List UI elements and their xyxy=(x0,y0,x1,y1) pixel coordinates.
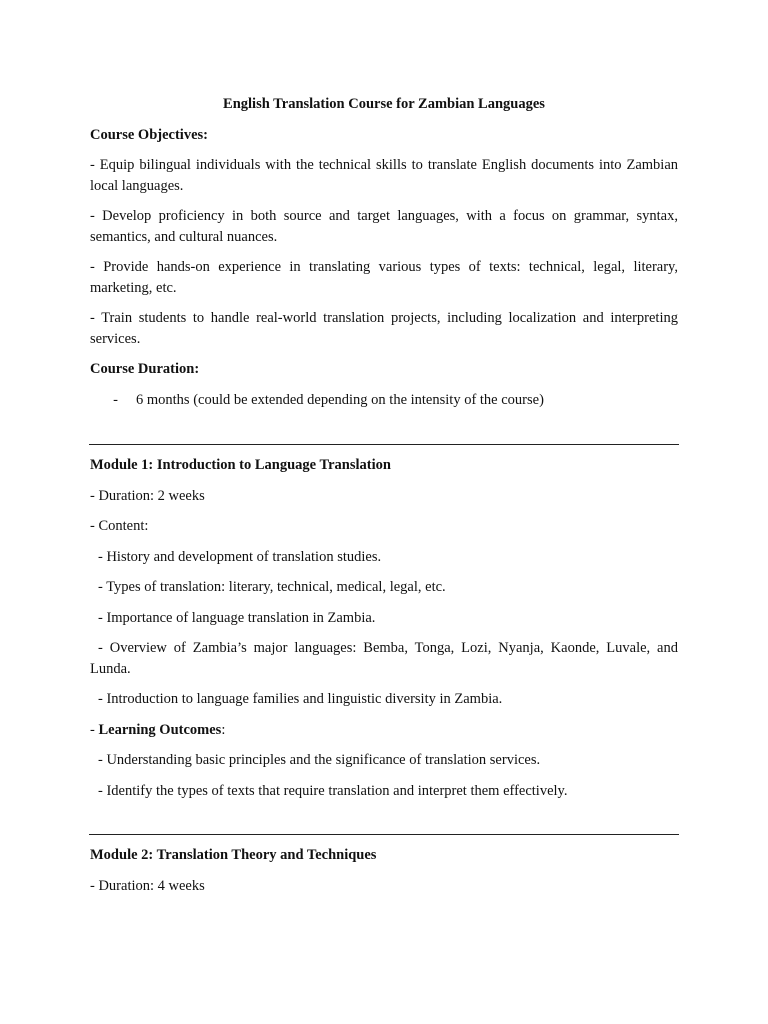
module1-outcome-item: - Understanding basic principles and the significance of translation services. xyxy=(98,752,541,768)
duration-text: 6 months (could be extended depending on the intensity of the course) xyxy=(136,391,544,408)
module2-duration: - Duration: 4 weeks xyxy=(90,877,205,894)
outcomes-label: Learning Outcomes xyxy=(98,721,222,738)
module1-content-label: - Content: xyxy=(90,518,149,534)
document-page xyxy=(90,94,678,906)
module1-content-item: - History and development of translation studies. xyxy=(98,548,382,565)
module1-outcome-item: - Identify the types of texts that require translation and interpret them effectively. xyxy=(98,782,568,799)
objective-item: - Provide hands-on experience in translating various types of texts: technical, legal, literary, marketing, etc. xyxy=(90,259,678,296)
module2-heading: Module 2: Translation Theory and Techniques xyxy=(90,847,377,863)
objective-item: - Develop proficiency in both source and target languages, with a focus on grammar, syntax, semantics, and cultural nuances. xyxy=(90,208,678,245)
module1-outcomes-label xyxy=(90,720,678,741)
module1-duration: - Duration: 2 weeks xyxy=(90,487,205,504)
module1-content-item: - Importance of language translation in Zambia. xyxy=(98,609,376,626)
objective-item: - Train students to handle real-world translation projects, including localization and interpreting services. xyxy=(90,310,678,347)
module1-heading: Module 1: Introduction to Language Translation xyxy=(90,457,391,473)
objective-item: - Equip bilingual individuals with the technical skills to translate English documents into Zambian local languages. xyxy=(90,157,678,194)
outcomes-suffix: : xyxy=(221,721,226,738)
document-title: English Translation Course for Zambian Languages xyxy=(223,96,545,112)
module1-content-item: - Introduction to language families and linguistic diversity in Zambia. xyxy=(98,691,503,707)
module1-content-item: - Types of translation: literary, technical, medical, legal, etc. xyxy=(98,579,446,595)
section-divider xyxy=(89,834,679,835)
duration-item xyxy=(90,390,678,411)
outcomes-prefix: - xyxy=(90,721,99,738)
module1-content-item: - Overview of Zambia’s major languages: Bemba, Tonga, Lozi, Nyanja, Kaonde, Luvale, and Lunda. xyxy=(90,640,678,677)
dash-bullet: - xyxy=(113,391,118,408)
objectives-heading: Course Objectives: xyxy=(90,126,208,143)
duration-heading: Course Duration: xyxy=(90,361,200,377)
section-divider xyxy=(89,444,679,445)
